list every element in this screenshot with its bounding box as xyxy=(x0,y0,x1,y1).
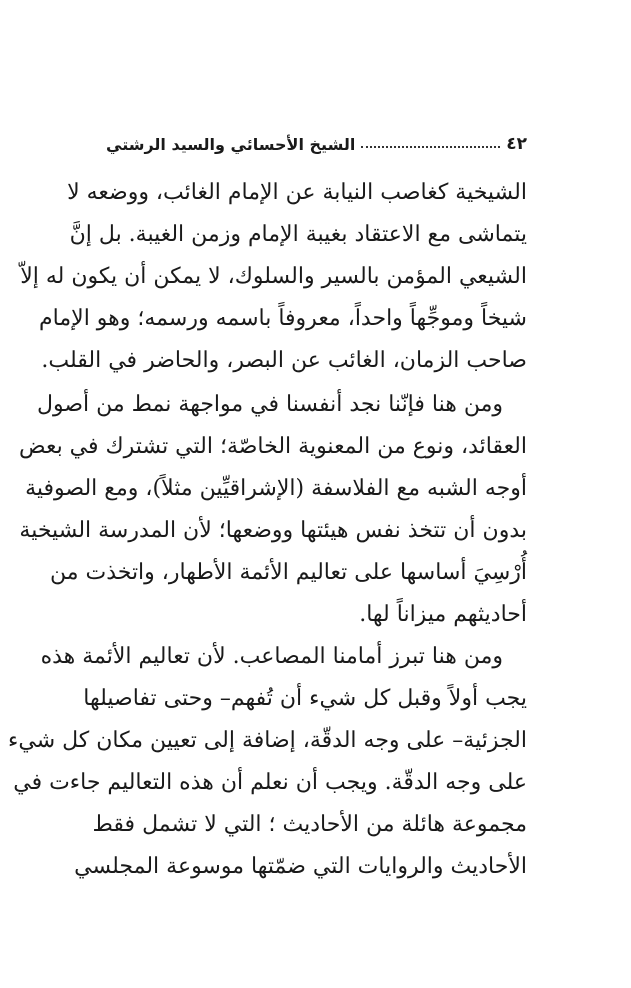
text-line: على وجه الدقّة. ويجب أن نعلم أن هذه التعاليم جاءت في xyxy=(13,770,527,795)
text-line: يجب أولاً وقبل كل شيء أن تُفهم– وحتى تفاصيلها xyxy=(83,686,527,711)
text-line: صاحب الزمان، الغائب عن البصر، والحاضر في القلب. xyxy=(41,348,527,373)
text-line: أُرْسِيَ أساسها على تعاليم الأئمة الأطهار، واتخذت من xyxy=(49,560,527,585)
text-line: ومن هنا تبرز أمامنا المصاعب. لأن تعاليم الأئمة هذه xyxy=(40,644,503,669)
text-line: الجزئية– على وجه الدقّة، إضافة إلى تعيين مكان كل شيء xyxy=(8,728,527,753)
text-line: العقائد، ونوع من المعنوية الخاصّة؛ التي تشترك في بعض xyxy=(19,434,527,459)
text-line: أحاديثهم ميزاناً لها. xyxy=(359,602,527,627)
paragraph-1 xyxy=(20,172,527,382)
text-line: أوجه الشبه مع الفلاسفة (الإشراقيِّين مثلاً)، ومع الصوفية xyxy=(25,476,527,501)
text-line: بدون أن تتخذ نفس هيئتها ووضعها؛ لأن المدرسة الشيخية xyxy=(19,518,527,543)
running-title: الشيخ الأحسائي والسيد الرشتي xyxy=(106,135,356,154)
running-header xyxy=(106,126,527,154)
text-line: شيخاً وموجِّهاً واحداً، معروفاً باسمه ورسمه؛ وهو الإمام xyxy=(39,306,527,331)
text-line: الشيخية كغاصب النيابة عن الإمام الغائب، ووضعه لا xyxy=(67,180,527,205)
text-line: يتماشى مع الاعتقاد بغيبة الإمام وزمن الغيبة. بل إنَّ xyxy=(69,222,527,247)
text-line: ومن هنا فإنّنا نجد أنفسنا في مواجهة نمط من أصول xyxy=(37,392,503,417)
text-line: مجموعة هائلة من الأحاديث ؛ التي لا تشمل فقط xyxy=(92,812,527,837)
page-number: ٤٢ xyxy=(506,134,527,154)
paragraph-2 xyxy=(19,384,527,636)
header-dot-leader xyxy=(361,145,500,148)
text-line: الأحاديث والروايات التي ضمّتها موسوعة المجلسي xyxy=(74,854,527,879)
paragraph-3 xyxy=(8,636,527,888)
text-line: الشيعي المؤمن بالسير والسلوك، لا يمكن أن يكون له إلاّ xyxy=(20,264,527,289)
